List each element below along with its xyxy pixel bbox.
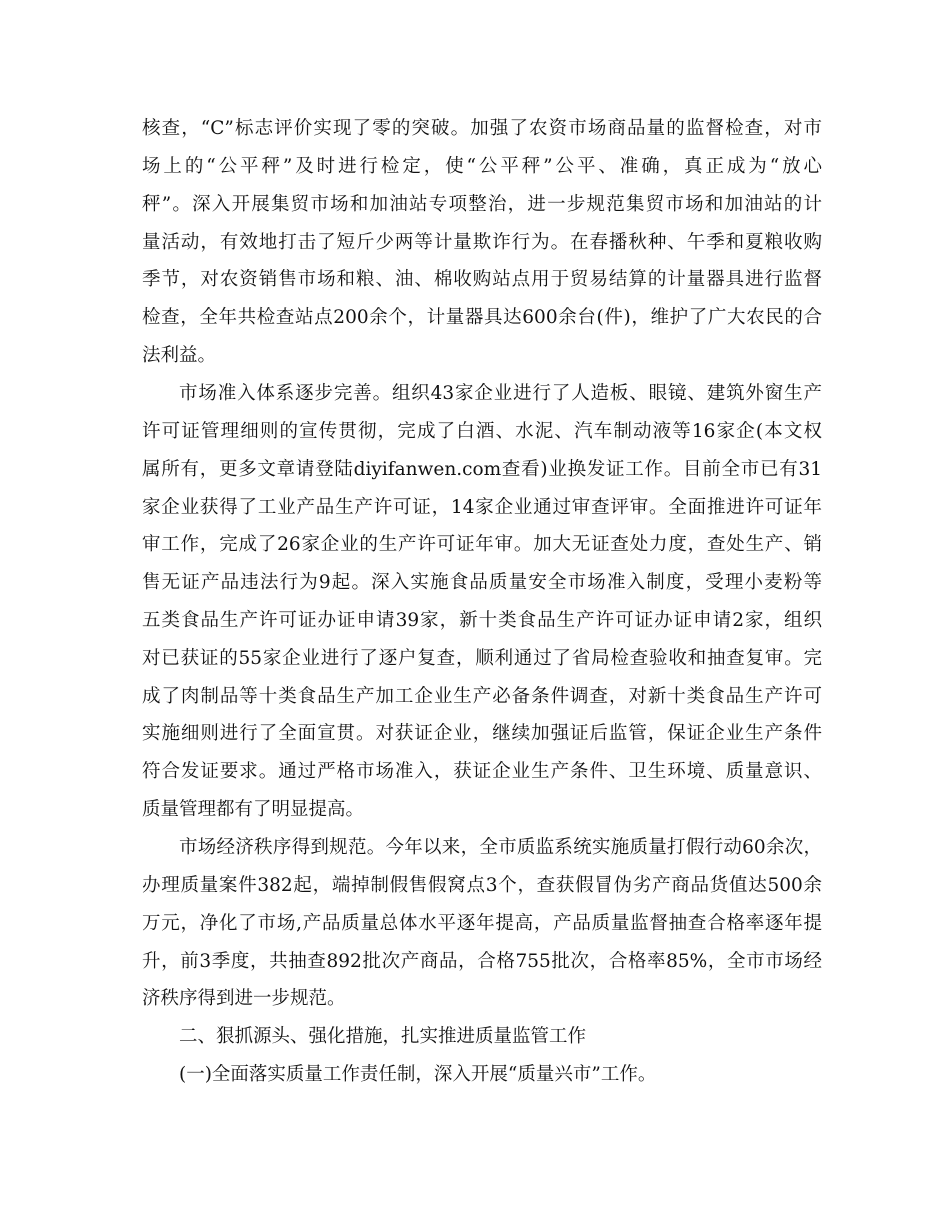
text-line: 售无证产品违法行为9起。深入实施食品质量安全市场准入制度，受理小麦粉等 [142,572,822,593]
section-heading: 二、狠抓源头、强化措施，扎实推进质量监管工作 [179,1026,587,1047]
text-line: 质量管理都有了明显提高。 [142,799,365,820]
text-line: 属所有，更多文章请登陆diyifanwen.com查看)业换发证工作。目前全市已有31 [142,459,822,480]
text-line: 核查，“C”标志评价实现了零的突破。加强了农资市场商品量的监督检查，对市 [142,118,822,139]
text-line: 量活动，有效地打击了短斤少两等计量欺诈行为。在春播秋种、午季和夏粮收购 [142,232,822,253]
text-line: 秤”。深入开展集贸市场和加油站专项整治，进一步规范集贸市场和加油站的计 [142,194,822,215]
text-line: 济秩序得到进一步规范。 [142,988,346,1009]
text-line: 万元，净化了市场,产品质量总体水平逐年提高，产品质量监督抽查合格率逐年提 [142,913,822,934]
subsection-heading: (一)全面落实质量工作责任制，深入开展“质量兴市”工作。 [179,1064,657,1085]
text-line: 检查，全年共检查站点200余个，计量器具达600余台(件)，维护了广大农民的合 [142,307,822,328]
text-line: 办理质量案件382起，端掉制假售假窝点3个，查获假冒伪劣产商品货值达500余 [142,875,822,896]
text-line: 实施细则进行了全面宣贯。对获证企业，继续加强证后监管，保证企业生产条件 [142,723,822,744]
text-line: 季节，对农资销售市场和粮、油、棉收购站点用于贸易结算的计量器具进行监督 [142,269,822,290]
text-line: 成了肉制品等十类食品生产加工企业生产必备条件调查，对新十类食品生产许可 [142,686,822,707]
text-line: 审工作，完成了26家企业的生产许可证年审。加大无证查处力度，查处生产、销 [142,534,822,555]
text-line: 场上的“公平秤”及时进行检定，使“公平秤”公平、准确，真正成为“放心 [142,156,822,177]
text-line: 符合发证要求。通过严格市场准入，获证企业生产条件、卫生环境、质量意识、 [142,761,822,782]
text-line: 法利益。 [142,345,217,366]
paragraph-first-line: 市场准入体系逐步完善。组织43家企业进行了人造板、眼镜、建筑外窗生产 [179,383,822,404]
text-line: 许可证管理细则的宣传贯彻，完成了白酒、水泥、汽车制动液等16家企(本文权 [142,421,822,442]
paragraph-first-line: 市场经济秩序得到规范。今年以来，全市质监系统实施质量打假行动60余次， [179,837,822,858]
text-line: 升，前3季度，共抽查892批次产商品，合格755批次，合格率85%，全市市场经 [142,951,822,972]
text-line: 五类食品生产许可证办证申请39家，新十类食品生产许可证办证申请2家，组织 [142,610,822,631]
text-line: 家企业获得了工业产品生产许可证，14家企业通过审查评审。全面推进许可证年 [142,497,822,518]
text-line: 对已获证的55家企业进行了逐户复查，顺利通过了省局检查验收和抽查复审。完 [142,648,822,669]
